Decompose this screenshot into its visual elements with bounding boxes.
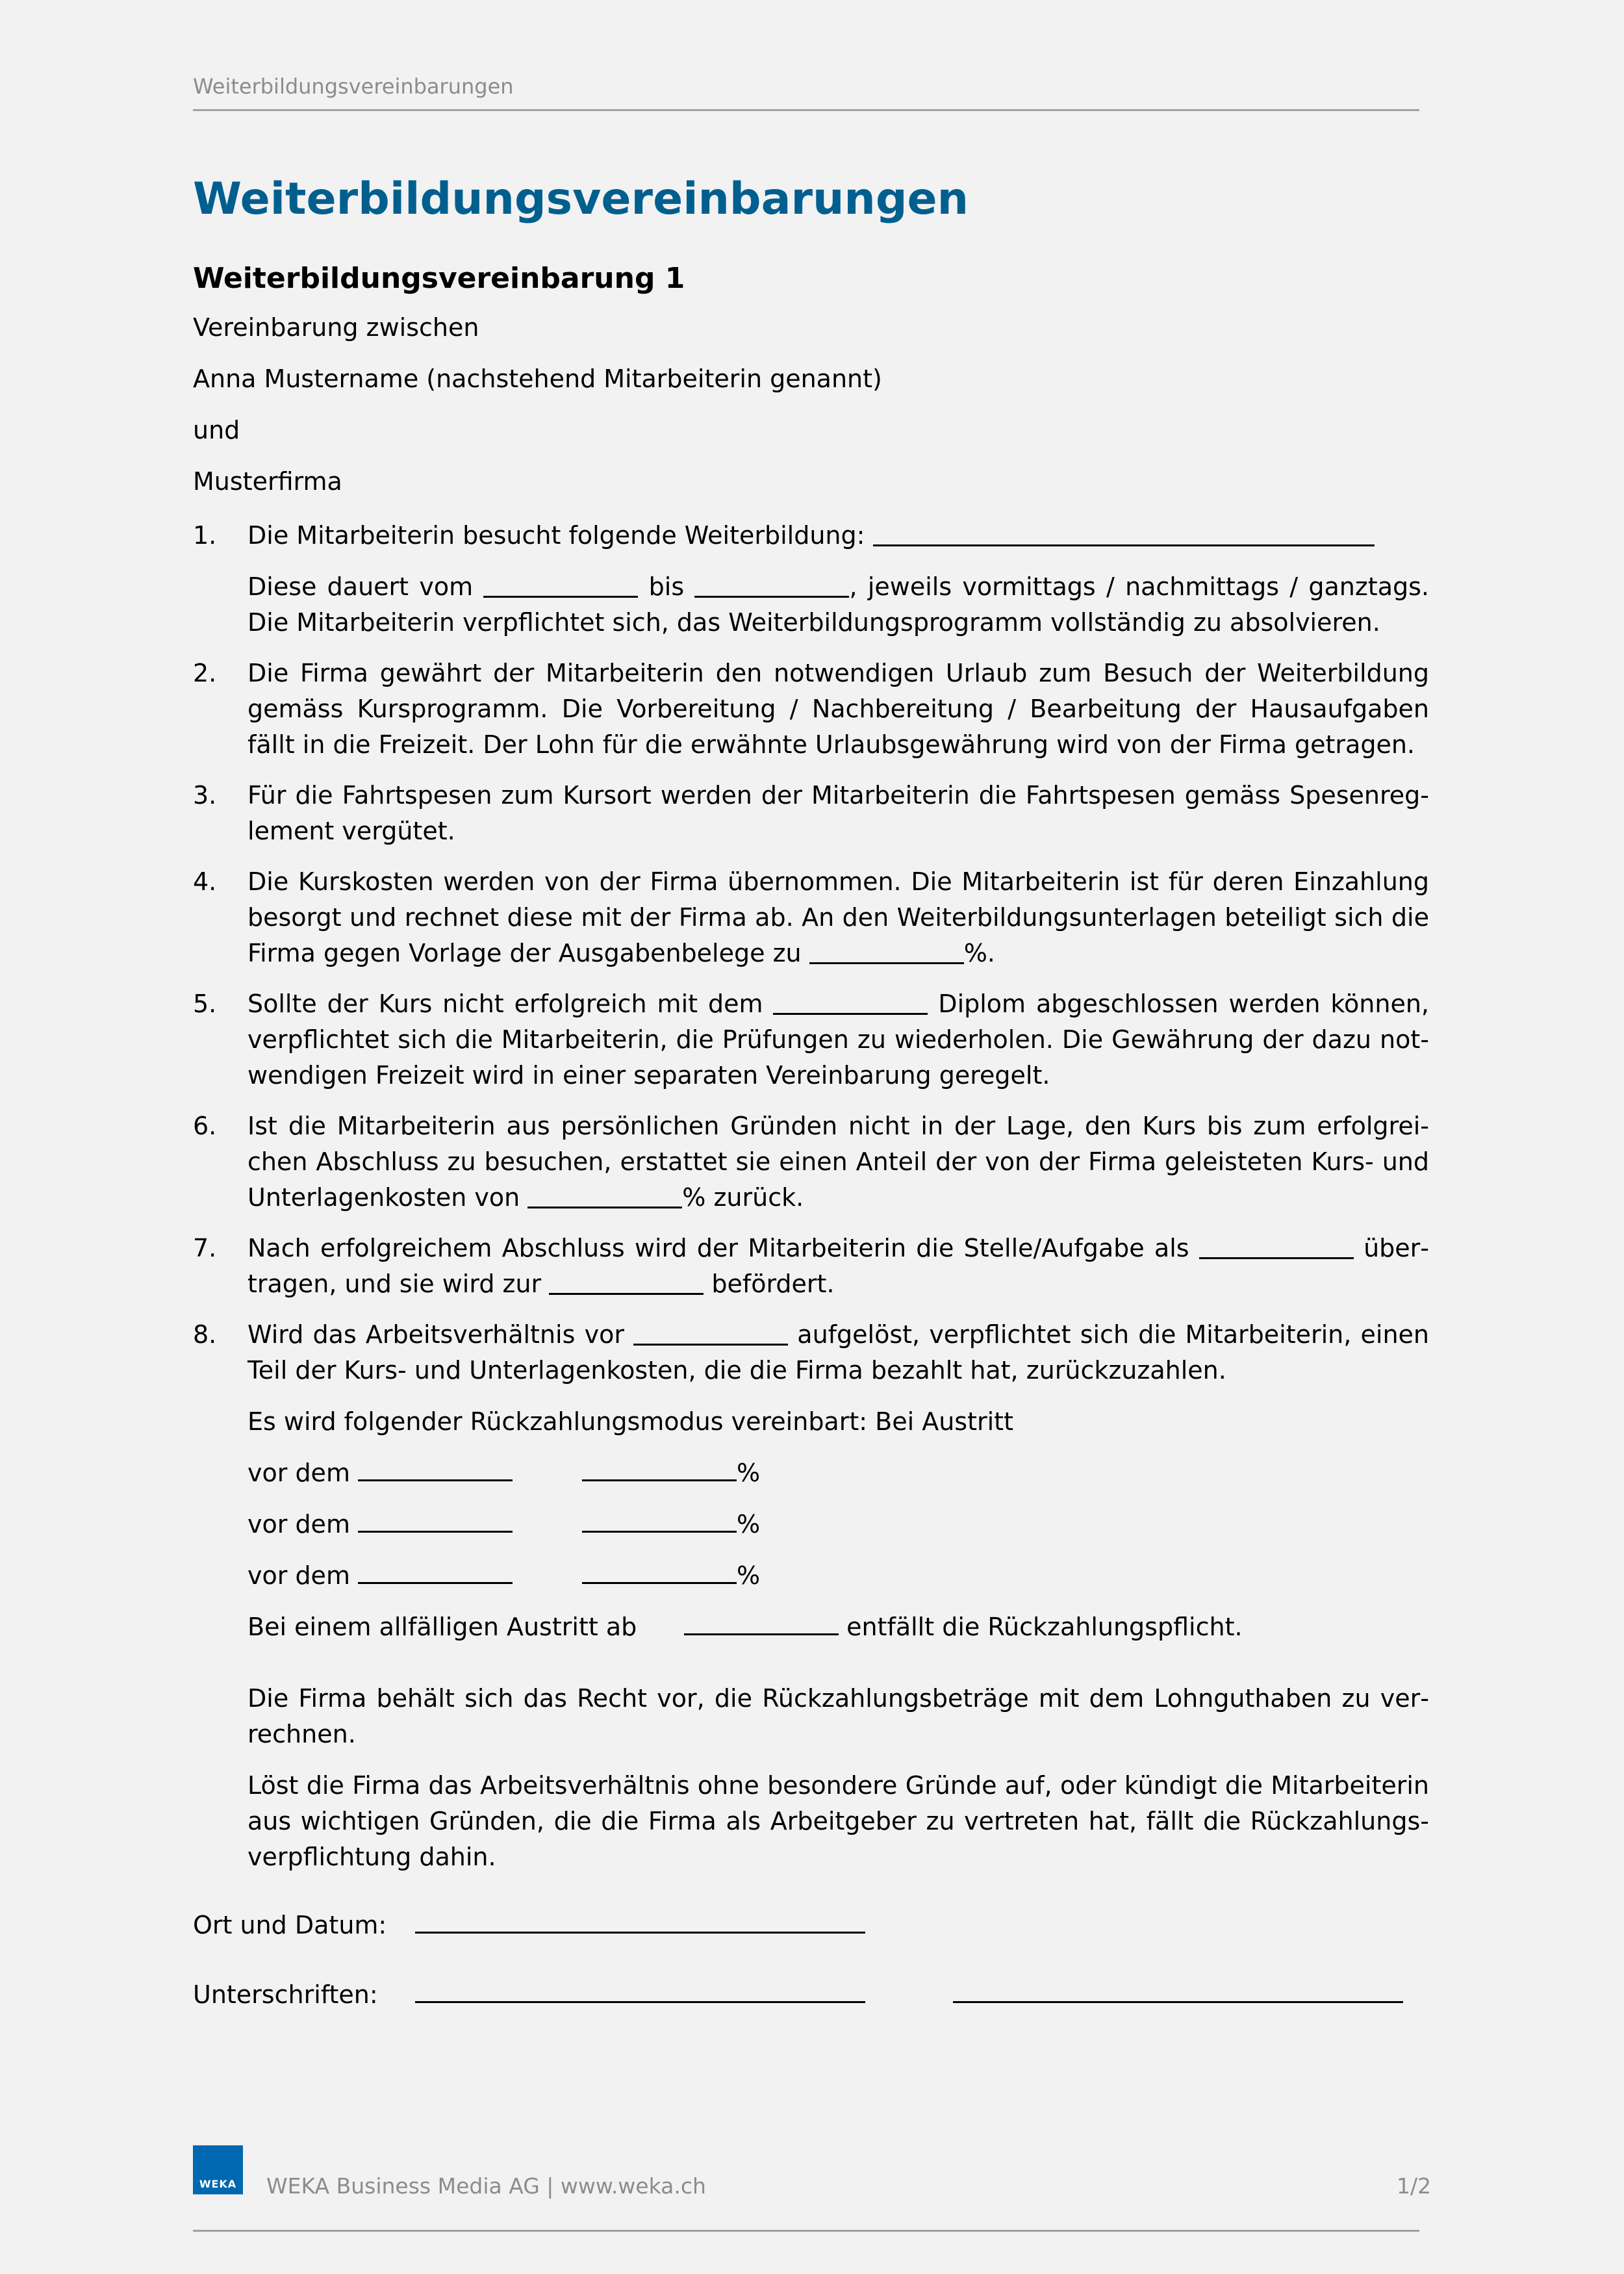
clause-text: Die Mitarbeiterin besucht folgende Weiterbildung: (247, 521, 873, 550)
clause-text: Diese dauert vom (247, 572, 484, 601)
intro-company: Musterfirma (193, 467, 342, 496)
clause-number: 3. (193, 781, 217, 810)
termination-clause: Löst die Firma das Arbeitsverhältnis ohne besondere Gründe auf, oder kündigt die Mitarbeiterin aus wichtigen Gründen, die die Firma als Arbeitgeber zu vertreten hat, fällt die Rückzahlungsverpflichtung dahin. (247, 1771, 1429, 1871)
repayment-percent-field[interactable] (582, 1530, 737, 1533)
running-header: Weiterbildungsvereinbarungen (193, 74, 514, 99)
clause-8 (193, 1317, 1429, 1875)
blank-end-date-field[interactable] (694, 595, 849, 598)
clause-text: Sollte der Kurs nicht erfolgreich mit dem (247, 990, 774, 1018)
clause-text: bis (638, 572, 695, 601)
clause-text: aufgelöst, verpflichtet sich die Mitarbeiterin, einen Teil der Kurs- und Unterlagenkosten, die die Firma bezahlt hat, zurückzuzahlen. (247, 1320, 1429, 1385)
clause-text: % zurück. (682, 1183, 804, 1212)
signatures-label: Unterschriften: (193, 1980, 378, 2009)
blank-promotion-field[interactable] (549, 1292, 704, 1295)
exemption-text: entfällt die Rückzahlungspflicht. (839, 1613, 1243, 1641)
repayment-label: vor dem (247, 1510, 350, 1539)
blank-termination-date-field[interactable] (633, 1343, 788, 1346)
clause-text: %. (963, 939, 995, 967)
document-title: Weiterbildungsvereinbarungen (193, 173, 969, 225)
clause-text: befördert. (704, 1270, 835, 1298)
clause-4 (193, 864, 1429, 971)
clause-text: Für die Fahrtspesen zum Kursort werden der Mitarbeiterin die Fahrtspesen gemäss Spesenreglement vergütet. (247, 781, 1429, 845)
repayment-percent-field[interactable] (582, 1479, 737, 1481)
clause-text: , jeweils vormittags / nachmittags / ganztags. Die Mitarbeiterin verpflichtet sich, das Weiterbildungsprogramm vollständig zu absolvieren. (247, 572, 1429, 637)
header-divider (193, 109, 1419, 111)
footer-company: WEKA Business Media AG | www.weka.ch (266, 2173, 706, 2199)
clause-text: Diplom abgeschlossen werden können, verpflichtet sich die Mitarbeiterin, die Prüfungen zu wiederholen. Die Gewährung der dazu notwendigen Freizeit wird in einer separaten Vereinbarung geregelt. (247, 990, 1429, 1090)
clause-7 (193, 1231, 1429, 1302)
repayment-row (247, 1558, 1429, 1594)
signature-block (193, 1908, 1429, 2013)
clause-5 (193, 986, 1429, 1093)
clause-list (193, 518, 1429, 1875)
signatures-row (193, 1977, 1429, 2013)
repayment-percent-field[interactable] (582, 1581, 737, 1584)
intro-employee: Anna Mustername (nachstehend Mitarbeiterin genannt) (193, 364, 882, 393)
clause-text: Die Firma gewährt der Mitarbeiterin den notwendigen Urlaub zum Besuch der Weiterbildung gemäss Kursprogramm. Die Vorbereitung / Nachbereitung / Bearbeitung der Hausaufgaben fällt in die Freizeit. Der Lohn für die erwähnte Urlaubsgewährung wird von der Firma getragen. (247, 659, 1429, 759)
clause-number: 6. (193, 1112, 217, 1140)
place-date-row (193, 1908, 1429, 1943)
blank-refund-percent-field[interactable] (527, 1206, 682, 1208)
clause-number: 2. (193, 659, 217, 687)
clause-text: Ist die Mitarbeiterin aus persönlichen Gründen nicht in der Lage, den Kurs bis zum erfolgreichen Abschluss zu besuchen, erstattet sie einen Anteil der von der Firma geleisteten Kurs- und Unterlagenkosten von (247, 1112, 1429, 1212)
clause-1 (193, 518, 1429, 641)
weka-logo-text: WEKA (199, 2178, 237, 2190)
repayment-label: vor dem (247, 1459, 350, 1487)
repayment-row (247, 1507, 1429, 1542)
clause-2 (193, 656, 1429, 763)
percent-sign: % (737, 1459, 761, 1487)
exemption-text: Bei einem allfälligen Austritt ab (247, 1613, 637, 1641)
weka-logo (193, 2145, 243, 2195)
percent-sign: % (737, 1561, 761, 1590)
repayment-exemption (247, 1609, 1429, 1645)
signature-employee-field[interactable] (415, 2000, 865, 2003)
place-date-label: Ort und Datum: (193, 1911, 387, 1939)
clause-text: Die Kurskosten werden von der Firma übernommen. Die Mitarbeiterin ist für deren Einzahlung besorgt und rechnet diese mit der Firma ab. An den Weiterbildungsunterlagen beteiligt sich die Firma gegen Vorlage der Ausgabenbelege zu (247, 867, 1429, 967)
agreement-heading: Weiterbildungsvereinbarung 1 (193, 262, 685, 295)
repayment-date-field[interactable] (358, 1530, 513, 1533)
document-body (193, 259, 1429, 2013)
blank-start-date-field[interactable] (483, 595, 638, 598)
clause-number: 4. (193, 867, 217, 896)
clause-text: übertragen, und sie wird zur (247, 1234, 1430, 1298)
clause-number: 7. (193, 1234, 217, 1262)
clause-text: Nach erfolgreichem Abschluss wird der Mitarbeiterin die Stelle/Aufgabe als (247, 1234, 1199, 1262)
clause-3 (193, 778, 1429, 849)
clause-text: Wird das Arbeitsverhältnis vor (247, 1320, 634, 1349)
clause-number: 5. (193, 990, 217, 1018)
blank-share-percent-field[interactable] (809, 962, 964, 964)
place-date-field[interactable] (415, 1931, 865, 1934)
clause-number: 8. (193, 1320, 217, 1349)
page-number: 1/2 (1397, 2173, 1432, 2199)
clause-6 (193, 1108, 1429, 1216)
footer-divider (193, 2230, 1419, 2232)
percent-sign: % (737, 1510, 761, 1539)
repayment-row (247, 1455, 1429, 1491)
offset-clause: Die Firma behält sich das Recht vor, die Rückzahlungsbeträge mit dem Lohnguthaben zu verrechnen. (247, 1684, 1429, 1748)
repayment-label: vor dem (247, 1561, 350, 1590)
exemption-date-field[interactable] (684, 1633, 839, 1635)
blank-position-field[interactable] (1199, 1257, 1354, 1259)
intro-and: und (193, 416, 240, 444)
signature-company-field[interactable] (953, 2000, 1403, 2003)
blank-training-field[interactable] (873, 544, 1375, 546)
repayment-date-field[interactable] (358, 1479, 513, 1481)
repayment-intro: Es wird folgender Rückzahlungsmodus vereinbart: Bei Austritt (247, 1407, 1013, 1436)
intro-between: Vereinbarung zwischen (193, 313, 479, 342)
clause-number: 1. (193, 521, 217, 550)
blank-diploma-field[interactable] (773, 1012, 928, 1015)
repayment-date-field[interactable] (358, 1581, 513, 1584)
